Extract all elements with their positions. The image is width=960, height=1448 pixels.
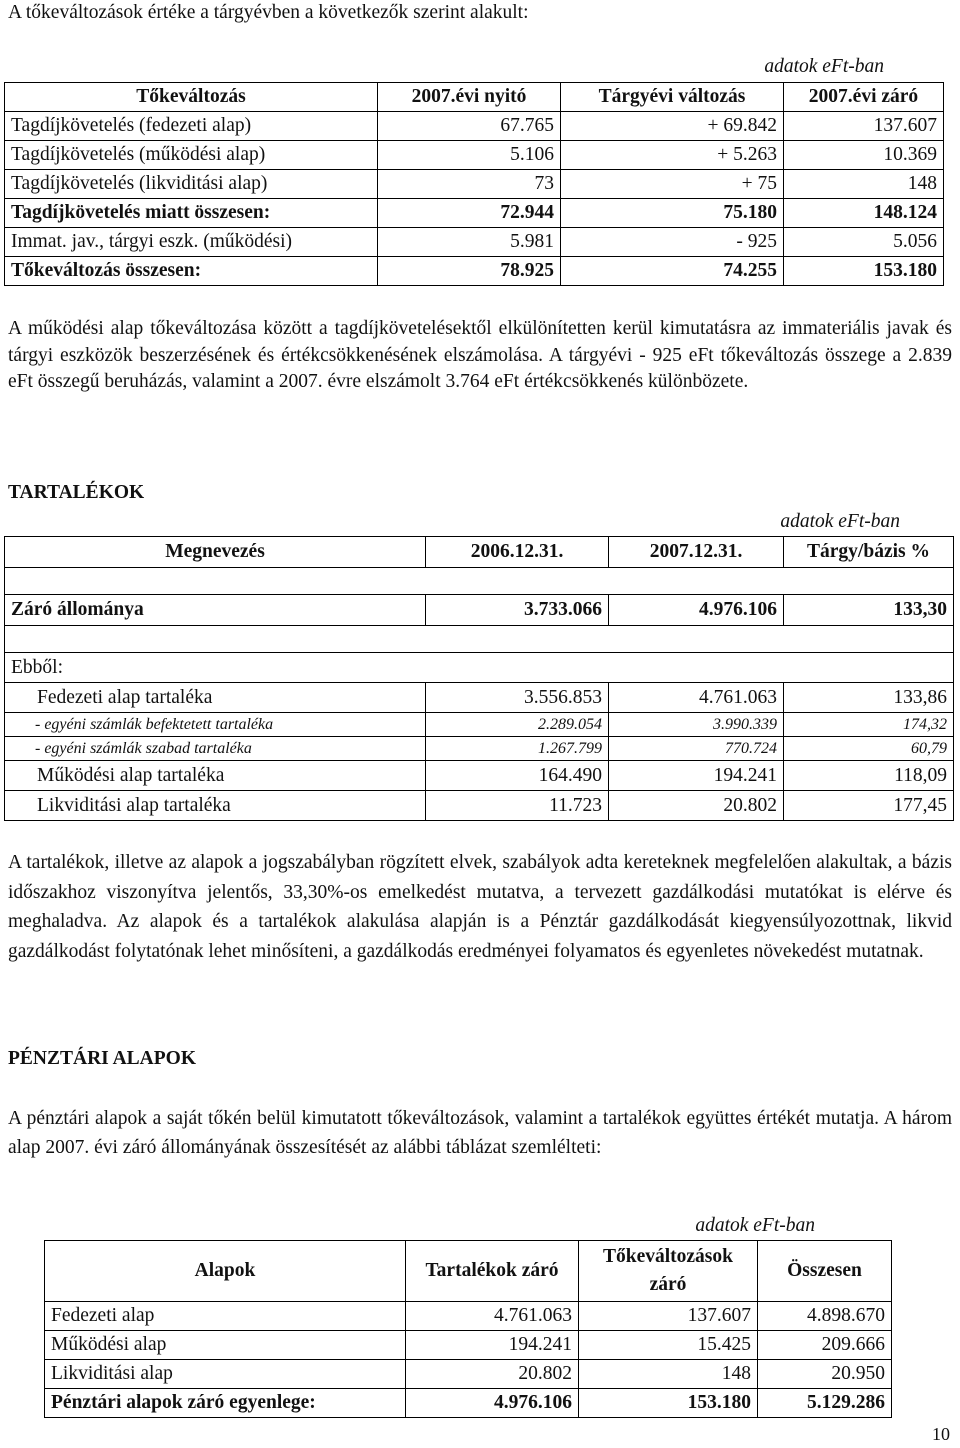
cell-ratio: 133,86 bbox=[784, 683, 954, 713]
row-label: Likviditási alap bbox=[45, 1360, 406, 1389]
cell-ratio: 177,45 bbox=[784, 791, 954, 821]
cell-capital: 153.180 bbox=[579, 1389, 758, 1418]
col-header-name: Megnevezés bbox=[5, 537, 426, 568]
cell-total: 4.898.670 bbox=[758, 1302, 892, 1331]
col-header-change: Tárgyévi változás bbox=[561, 83, 784, 112]
heading-reserves: TARTALÉKOK bbox=[8, 482, 145, 503]
table-row-total bbox=[45, 1389, 892, 1418]
table-row-sub bbox=[5, 713, 954, 737]
cell-2007: 4.976.106 bbox=[609, 595, 784, 626]
of-which-label: Ebből: bbox=[5, 653, 954, 683]
row-label: Tőkeváltozás összesen: bbox=[5, 257, 378, 286]
col-header-capital: Tőkeváltozások záró bbox=[579, 1241, 758, 1302]
row-label: - egyéni számlák szabad tartaléka bbox=[5, 737, 426, 761]
cell-2007: 770.724 bbox=[609, 737, 784, 761]
capital-change-table bbox=[4, 82, 944, 286]
row-label: Működési alap tartaléka bbox=[5, 761, 426, 791]
row-label: Működési alap bbox=[45, 1331, 406, 1360]
col-header-total: Összesen bbox=[758, 1241, 892, 1302]
row-label: - egyéni számlák befektetett tartaléka bbox=[5, 713, 426, 737]
cell-closing: 10.369 bbox=[784, 141, 944, 170]
table-header-row bbox=[45, 1241, 892, 1302]
row-label: Fedezeti alap bbox=[45, 1302, 406, 1331]
table-row-sub bbox=[5, 737, 954, 761]
funds-table bbox=[44, 1240, 892, 1418]
cell-closing: 148 bbox=[784, 170, 944, 199]
cell-change: + 5.263 bbox=[561, 141, 784, 170]
table-row bbox=[5, 761, 954, 791]
table-row bbox=[5, 228, 944, 257]
table-row-subtotal bbox=[5, 199, 944, 228]
paragraph-funds: A pénztári alapok a saját tőkén belül kimutatott tőkeváltozások, valamint a tartalékok együttes értékét mutatja. A három alap 2007. évi záró állományának összesítését az alábbi táblázat szemlélteti: bbox=[8, 1108, 952, 1158]
paragraph-reserves: A tartalékok, illetve az alapok a jogszabályban rögzített elvek, szabályok adta kereteknek megfelelően alakultak, a bázis időszakhoz viszonyítva jelentős, 33,30%-os emelkedést mutatva, a tervezett gazdálkodási mutatókat is elérve és meghaladva. Az alapok és a tartalékok alakulása alapján is a Pénztár gazdálkodását kiegyensúlyozottnak, likvid gazdálkodást folytatónak lehet minősíteni, a gazdálkodás eredményei folyamatos és egyenletes növekedést mutatnak. bbox=[8, 852, 952, 962]
row-label: Tagdíjkövetelés (fedezeti alap) bbox=[5, 112, 378, 141]
table-row-closing bbox=[5, 595, 954, 626]
table-row-total bbox=[5, 257, 944, 286]
cell-2007: 20.802 bbox=[609, 791, 784, 821]
table-header-row bbox=[5, 83, 944, 112]
table-row bbox=[45, 1360, 892, 1389]
intro-text: A tőkeváltozások értéke a tárgyévben a következők szerint alakult: bbox=[8, 2, 529, 23]
row-label: Tagdíjkövetelés miatt összesen: bbox=[5, 199, 378, 228]
col-header-2007: 2007.12.31. bbox=[609, 537, 784, 568]
cell-ratio: 174,32 bbox=[784, 713, 954, 737]
cell-reserve: 20.802 bbox=[406, 1360, 579, 1389]
row-label: Tagdíjkövetelés (likviditási alap) bbox=[5, 170, 378, 199]
table-row bbox=[5, 141, 944, 170]
col-header-funds: Alapok bbox=[45, 1241, 406, 1302]
cell-2007: 4.761.063 bbox=[609, 683, 784, 713]
cell-2006: 2.289.054 bbox=[426, 713, 609, 737]
col-header-2006: 2006.12.31. bbox=[426, 537, 609, 568]
col-header-capital-change: Tőkeváltozás bbox=[5, 83, 378, 112]
table-blank-row bbox=[5, 626, 954, 653]
cell-2006: 11.723 bbox=[426, 791, 609, 821]
cell-opening: 67.765 bbox=[378, 112, 561, 141]
cell-capital: 15.425 bbox=[579, 1331, 758, 1360]
cell-reserve: 4.761.063 bbox=[406, 1302, 579, 1331]
cell-2007: 194.241 bbox=[609, 761, 784, 791]
unit-label-funds: adatok eFt-ban bbox=[695, 1215, 815, 1236]
table-row bbox=[45, 1302, 892, 1331]
cell-capital: 137.607 bbox=[579, 1302, 758, 1331]
cell-closing: 153.180 bbox=[784, 257, 944, 286]
cell-total: 5.129.286 bbox=[758, 1389, 892, 1418]
heading-funds: PÉNZTÁRI ALAPOK bbox=[8, 1048, 196, 1069]
cell-closing: 148.124 bbox=[784, 199, 944, 228]
cell-total: 20.950 bbox=[758, 1360, 892, 1389]
page-number: 10 bbox=[932, 1424, 950, 1444]
table-header-row bbox=[5, 537, 954, 568]
cell-reserve: 194.241 bbox=[406, 1331, 579, 1360]
blank-cell bbox=[5, 568, 954, 595]
unit-label-capital: adatok eFt-ban bbox=[764, 56, 884, 77]
col-header-opening: 2007.évi nyitó bbox=[378, 83, 561, 112]
col-header-reserves: Tartalékok záró bbox=[406, 1241, 579, 1302]
table-row bbox=[45, 1331, 892, 1360]
cell-change: 74.255 bbox=[561, 257, 784, 286]
cell-2007: 3.990.339 bbox=[609, 713, 784, 737]
col-header-ratio: Tárgy/bázis % bbox=[784, 537, 954, 568]
cell-2006: 1.267.799 bbox=[426, 737, 609, 761]
table-row bbox=[5, 683, 954, 713]
paragraph-capital-change: A működési alap tőkeváltozása között a tagdíjkövetelésektől elkülönítetten kerül kimutatásra az immateriális javak és tárgyi eszközök beszerzésének és értékcsökkenésének elszámolása. A tárgyévi - 925 eFt tőkeváltozás összege a 2.839 eFt összegű beruházás, valamint a 2007. évre elszámolt 3.764 eFt értékcsökkenés különbözete. bbox=[8, 318, 952, 392]
cell-2006: 3.556.853 bbox=[426, 683, 609, 713]
cell-opening: 5.106 bbox=[378, 141, 561, 170]
cell-closing: 5.056 bbox=[784, 228, 944, 257]
table-row bbox=[5, 170, 944, 199]
cell-opening: 5.981 bbox=[378, 228, 561, 257]
cell-2006: 164.490 bbox=[426, 761, 609, 791]
cell-change: - 925 bbox=[561, 228, 784, 257]
cell-ratio: 133,30 bbox=[784, 595, 954, 626]
cell-opening: 72.944 bbox=[378, 199, 561, 228]
table-row-of-which bbox=[5, 653, 954, 683]
cell-change: + 69.842 bbox=[561, 112, 784, 141]
cell-capital: 148 bbox=[579, 1360, 758, 1389]
col-header-closing: 2007.évi záró bbox=[784, 83, 944, 112]
row-label: Fedezeti alap tartaléka bbox=[5, 683, 426, 713]
row-label: Pénztári alapok záró egyenlege: bbox=[45, 1389, 406, 1418]
cell-opening: 73 bbox=[378, 170, 561, 199]
unit-label-reserves: adatok eFt-ban bbox=[780, 511, 900, 532]
cell-total: 209.666 bbox=[758, 1331, 892, 1360]
table-row bbox=[5, 791, 954, 821]
cell-closing: 137.607 bbox=[784, 112, 944, 141]
cell-change: + 75 bbox=[561, 170, 784, 199]
cell-change: 75.180 bbox=[561, 199, 784, 228]
row-label: Tagdíjkövetelés (működési alap) bbox=[5, 141, 378, 170]
blank-cell bbox=[5, 626, 954, 653]
row-label: Záró állománya bbox=[5, 595, 426, 626]
cell-reserve: 4.976.106 bbox=[406, 1389, 579, 1418]
row-label: Likviditási alap tartaléka bbox=[5, 791, 426, 821]
row-label: Immat. jav., tárgyi eszk. (működési) bbox=[5, 228, 378, 257]
cell-2006: 3.733.066 bbox=[426, 595, 609, 626]
cell-ratio: 60,79 bbox=[784, 737, 954, 761]
table-row bbox=[5, 112, 944, 141]
cell-opening: 78.925 bbox=[378, 257, 561, 286]
reserves-table bbox=[4, 536, 954, 821]
cell-ratio: 118,09 bbox=[784, 761, 954, 791]
table-blank-row bbox=[5, 568, 954, 595]
